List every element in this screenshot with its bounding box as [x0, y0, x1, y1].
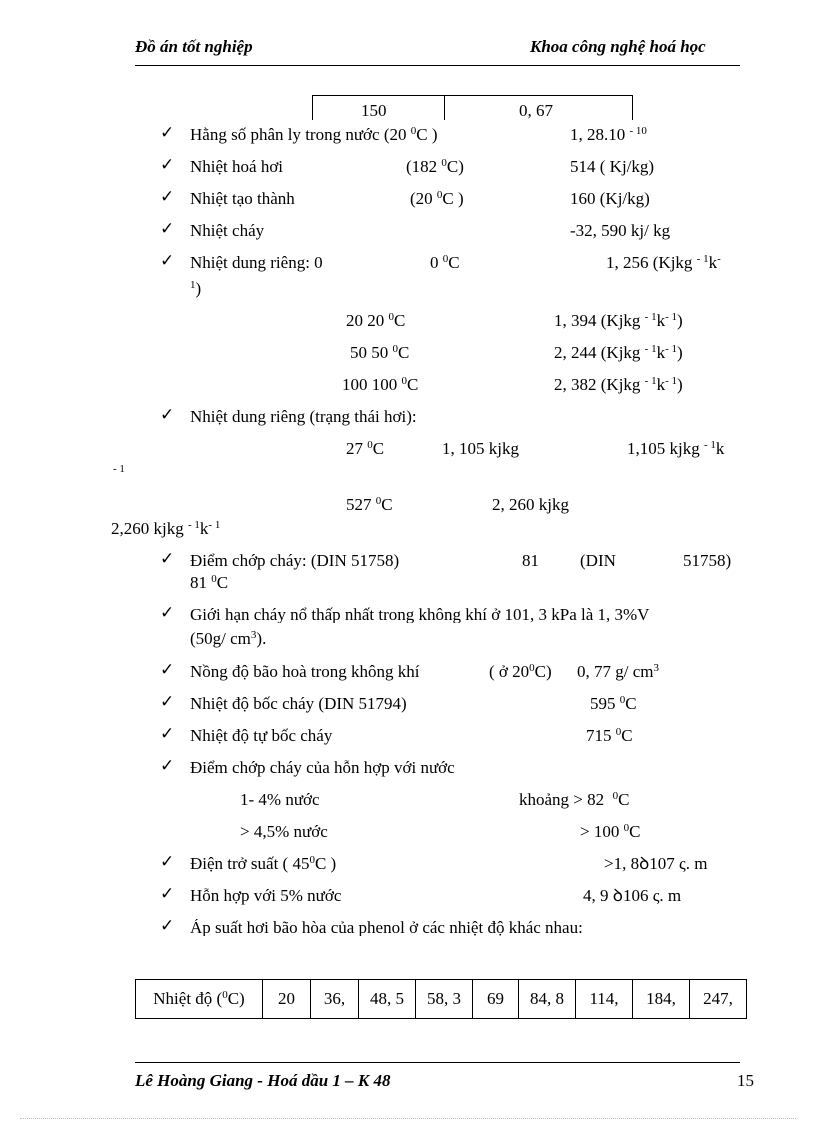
dissociation-row — [190, 126, 438, 143]
explosion-limit-close: ). — [256, 629, 267, 648]
degree-sup: 0 — [401, 375, 407, 387]
paren-close: ) — [195, 279, 202, 298]
table-cell: 84, 8 — [519, 980, 576, 1019]
vapor-row2-wrap — [111, 520, 220, 537]
vapor-row2-temp — [346, 496, 393, 513]
combustion-value: -32, 590 kj/ kg — [570, 221, 671, 240]
table-cell: 58, 3 — [416, 980, 473, 1019]
degree-sup: 0 — [222, 989, 228, 1001]
combustion-label: Nhiệt cháy — [190, 221, 265, 240]
ignition-label: Nhiệt độ bốc cháy (DIN 51794) — [190, 694, 407, 713]
check-icon: ✓ — [160, 724, 175, 744]
degree-sup: 0 — [392, 343, 398, 355]
row-value-main: 2, 382 (Kjkg — [554, 375, 641, 394]
formation-cond — [410, 190, 464, 207]
vapor-temp-unit: C — [372, 439, 385, 458]
mixture-5-value-num: 4, 9 — [583, 886, 609, 905]
degree-sup: 0 — [619, 694, 626, 706]
heat-capacity-row-temp — [346, 312, 405, 329]
check-icon: ✓ — [160, 603, 175, 623]
resistivity-label-unit: C ) — [314, 854, 337, 873]
table-cell: 69 — [473, 980, 519, 1019]
table-cell: 48, 5 — [359, 980, 416, 1019]
vapor-value-main: 2,260 kjkg — [111, 519, 184, 538]
unit-k: k — [199, 519, 209, 538]
check-icon: ✓ — [160, 405, 175, 425]
paren-close: ) — [677, 375, 683, 394]
vapor-row1-wrap: - 1 — [113, 463, 125, 475]
vapor-row1-temp — [346, 440, 384, 457]
heat-capacity-row-temp — [342, 376, 418, 393]
degree-sup: 0 — [612, 790, 619, 802]
multiply-symbol-icon: ꝺ — [639, 854, 650, 873]
check-icon: ✓ — [160, 852, 175, 872]
degree-sup: 0 — [388, 311, 394, 323]
check-icon: ✓ — [160, 660, 175, 680]
exp-sup: 3 — [653, 662, 659, 674]
dissociation-value — [570, 126, 647, 143]
resistivity-label-text: Điện trở suất ( 45 — [190, 854, 310, 873]
exp-sup: - 1 — [208, 519, 221, 531]
saturation-cond-temp: ( ở 20 — [489, 662, 530, 681]
degree-sup: 0 — [615, 726, 622, 738]
vapor-value-main: 1,105 kjkg — [627, 439, 700, 458]
multiply-symbol-icon: ꝺ — [612, 886, 623, 905]
explosion-limit-value: (50g/ cm — [190, 629, 251, 648]
heat-capacity-row-value — [554, 312, 683, 329]
saturation-cond — [489, 663, 552, 680]
heat-capacity-cond-temp: 0 — [430, 253, 439, 272]
heat-capacity-row-value — [554, 344, 683, 361]
vapor-temp-text: 27 — [346, 439, 363, 458]
row-temp-text: 20 20 — [346, 311, 385, 330]
table-header-unit: C) — [227, 989, 245, 1008]
check-icon: ✓ — [160, 916, 175, 936]
table-header-cell — [136, 980, 263, 1019]
mixture-flash-value-num: > 100 — [580, 822, 620, 841]
header-left: Đồ án tốt nghiệp — [135, 37, 253, 56]
check-icon: ✓ — [160, 251, 175, 271]
degree-sup: 0 — [367, 439, 373, 451]
degree-sup: 0 — [441, 157, 447, 169]
unit-k: k — [656, 343, 666, 362]
check-icon: ✓ — [160, 884, 175, 904]
table-cell: 114, — [576, 980, 633, 1019]
footer-author: Lê Hoàng Giang - Hoá dầu 1 – K 48 — [135, 1071, 391, 1090]
row-temp-unit: C — [394, 311, 406, 330]
vaporization-label: Nhiệt hoá hơi — [190, 157, 284, 176]
row-value-main: 1, 394 (Kjkg — [554, 311, 641, 330]
formation-label: Nhiệt tạo thành — [190, 189, 295, 208]
saturation-value — [577, 663, 659, 680]
temperature-table — [135, 979, 747, 1019]
saturation-label: Nồng độ bão hoà trong không khí — [190, 662, 420, 681]
exp-sup: 3 — [250, 629, 257, 641]
resistivity-value-num: >1, 8 — [604, 854, 640, 873]
top-table-right-border — [632, 95, 633, 120]
saturation-value-main: 0, 77 g/ cm — [577, 662, 654, 681]
footer-rule — [135, 1062, 740, 1063]
check-icon: ✓ — [160, 692, 175, 712]
degree-sup: 0 — [436, 189, 443, 201]
autoignition-value-num: 715 — [586, 726, 612, 745]
mixture-flash-row1-value — [519, 791, 629, 808]
header-rule — [135, 65, 740, 66]
row-value-main: 2, 244 (Kjkg — [554, 343, 641, 362]
table-row — [136, 980, 747, 1019]
dissociation-label: Hằng số phân ly trong nước (20 — [190, 125, 407, 144]
exp-sup: - 1 — [665, 311, 678, 323]
mixture-flash-value-num: khoảng > 82 — [519, 790, 605, 809]
unit-k: k — [715, 439, 725, 458]
vapor-pressure-label: Áp suất hơi bão hòa của phenol ở các nhiệt độ khác nhau: — [190, 919, 583, 936]
flash-point-v2: (DIN — [580, 551, 616, 570]
vapor-row1-value2 — [627, 440, 724, 457]
mixture-5-label: Hỗn hợp với 5% nước — [190, 886, 342, 905]
check-icon: ✓ — [160, 549, 175, 569]
mixture-5-value — [583, 887, 681, 904]
exp-sup: - 1 — [644, 375, 657, 387]
saturation-cond-unit: C) — [534, 662, 552, 681]
unit-k: k — [656, 375, 666, 394]
page-edge — [20, 1118, 796, 1119]
table-cell: 184, — [633, 980, 690, 1019]
vaporization-cond-unit: C) — [446, 157, 464, 176]
vapor-temp-text: 527 — [346, 495, 372, 514]
table-cell: 36, — [311, 980, 359, 1019]
row-temp-unit: C — [398, 343, 410, 362]
row-temp-unit: C — [407, 375, 419, 394]
exp-sup: - 1 — [665, 343, 678, 355]
vaporization-cond-temp: (182 — [406, 157, 438, 176]
heat-capacity-row-value — [554, 376, 683, 393]
header-right: Khoa công nghệ hoá học — [530, 37, 706, 56]
top-table-cell-2: 0, 67 — [519, 101, 553, 120]
ignition-value-unit: C — [625, 694, 637, 713]
heat-capacity-cond — [430, 254, 460, 271]
mixture-flash-value-unit: C — [618, 790, 630, 809]
formation-value: 160 (Kj/kg) — [570, 189, 650, 208]
heat-capacity-row-temp — [350, 344, 409, 361]
vaporization-cond — [406, 158, 464, 175]
heat-capacity-label: Nhiệt dung riêng: 0 — [190, 253, 323, 272]
vapor-row1-value1: 1, 105 kjkg — [442, 439, 519, 458]
dissociation-value-exp: - 10 — [629, 125, 647, 137]
degree-sup: 0 — [623, 822, 630, 834]
degree-sup: 0 — [442, 253, 449, 265]
flash-point-wrap-unit: C — [216, 573, 229, 592]
top-table-left-border — [312, 95, 313, 120]
top-table-top-border — [312, 95, 633, 96]
exp-sup: - 1 — [696, 253, 709, 265]
mixture-flash-value-unit: C — [629, 822, 641, 841]
autoignition-label: Nhiệt độ tự bốc cháy — [190, 726, 333, 745]
row-temp-text: 50 50 — [350, 343, 389, 362]
table-cell: 20 — [263, 980, 311, 1019]
vapor-temp-unit: C — [381, 495, 393, 514]
top-table-divider — [444, 95, 445, 120]
check-icon: ✓ — [160, 123, 175, 143]
resistivity-label — [190, 855, 336, 872]
degree-sup: 0 — [309, 854, 315, 866]
formation-cond-unit: C ) — [442, 189, 464, 208]
exp-sup: - 1 — [665, 375, 678, 387]
table-header-text: Nhiệt độ ( — [153, 989, 223, 1008]
unit-k: k — [656, 311, 666, 330]
mixture-flash-row2-value — [580, 823, 640, 840]
paren-close: ) — [677, 343, 683, 362]
unit-k: k — [708, 253, 718, 272]
check-icon: ✓ — [160, 219, 175, 239]
heat-capacity-vapor-label: Nhiệt dung riêng (trạng thái hơi): — [190, 407, 417, 426]
table-cell: 247, — [690, 980, 747, 1019]
degree-sup: 0 — [529, 662, 535, 674]
check-icon: ✓ — [160, 187, 175, 207]
flash-point-label: Điểm chớp cháy: (DIN 51758) — [190, 551, 400, 570]
flash-point-wrap — [190, 574, 228, 591]
flash-point-v1: 81 — [522, 551, 539, 570]
mixture-flash-row2-label: > 4,5% nước — [240, 822, 328, 841]
heat-capacity-value — [606, 254, 721, 271]
ignition-value-num: 595 — [590, 694, 616, 713]
exp-sup: - 1 — [187, 519, 200, 531]
autoignition-value-unit: C — [621, 726, 633, 745]
exp-sup: - 1 — [703, 439, 716, 451]
exp-sup: 1 — [190, 279, 196, 291]
paren-close: ) — [677, 311, 683, 330]
exp-sup: - — [717, 253, 721, 265]
resistivity-value — [604, 855, 708, 872]
vapor-row2-value1: 2, 260 kjkg — [492, 495, 569, 514]
dissociation-cond: C ) — [416, 125, 438, 144]
flash-point-wrap-value: 81 — [190, 573, 207, 592]
explosion-limit-line2 — [190, 630, 266, 647]
row-temp-text: 100 100 — [342, 375, 398, 394]
degree-sup: 0 — [410, 125, 417, 137]
formation-cond-temp: (20 — [410, 189, 433, 208]
degree-sup: 0 — [375, 495, 382, 507]
explosion-limit-line1: Giới hạn cháy nổ thấp nhất trong không khí ở 101, 3 kPa là 1, 3%V — [190, 606, 650, 623]
top-table-cell-1: 150 — [361, 101, 387, 120]
page-number: 15 — [737, 1071, 754, 1090]
heat-capacity-cond-unit: C — [448, 253, 460, 272]
dissociation-value-main: 1, 28.10 — [570, 125, 626, 144]
mixture-5-value-unit: 106 ς. m — [622, 886, 682, 905]
check-icon: ✓ — [160, 155, 175, 175]
vaporization-value: 514 ( Kj/kg) — [570, 157, 655, 176]
ignition-value — [590, 695, 637, 712]
degree-sup: 0 — [211, 573, 217, 585]
mixture-flash-row1-label: 1- 4% nước — [240, 790, 320, 809]
check-icon: ✓ — [160, 756, 175, 776]
resistivity-value-unit: 107 ς. m — [649, 854, 708, 873]
heat-capacity-wrap — [190, 280, 201, 297]
mixture-flash-label: Điểm chớp cháy của hỗn hợp với nước — [190, 758, 455, 777]
flash-point-v3: 51758) — [683, 551, 732, 570]
heat-capacity-value-main: 1, 256 (Kjkg — [606, 253, 693, 272]
exp-sup: - 1 — [644, 343, 657, 355]
autoignition-value — [586, 727, 633, 744]
exp-sup: - 1 — [644, 311, 657, 323]
